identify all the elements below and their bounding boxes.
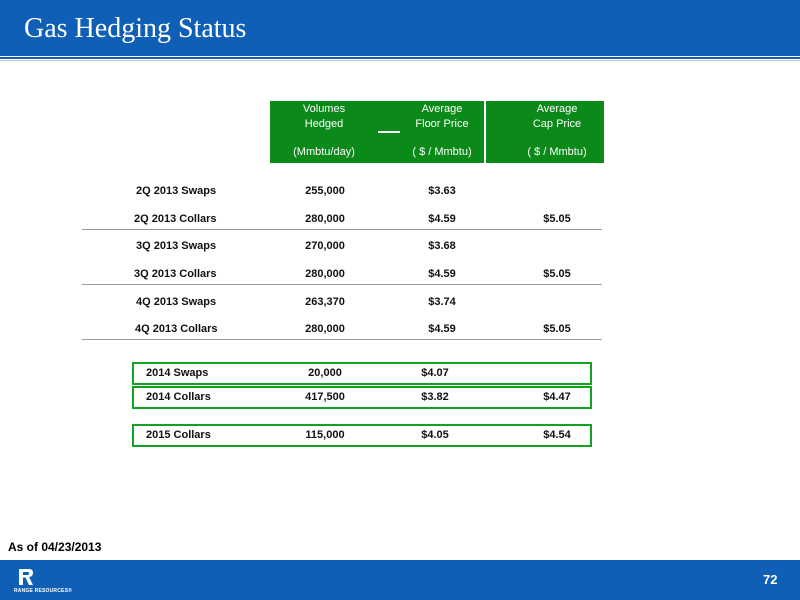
row-cap-price: $5.05 xyxy=(543,323,571,335)
row-volume: 255,000 xyxy=(305,185,345,197)
row-cap-price: $5.05 xyxy=(543,213,571,225)
row-volume: 115,000 xyxy=(305,429,345,441)
footer-bar xyxy=(0,560,800,600)
row-cap-price: $5.05 xyxy=(543,268,571,280)
row-volume: 270,000 xyxy=(305,240,345,252)
column-header-cap-line2: Cap Price xyxy=(532,118,582,130)
title-rule xyxy=(0,57,800,59)
column-header-cap-unit: ( $ / Mmbtu) xyxy=(527,146,587,158)
range-resources-logo-icon xyxy=(18,568,34,586)
row-label: 2014 Swaps xyxy=(146,367,209,379)
row-floor-price: $4.59 xyxy=(428,323,456,335)
column-header-floor-line1: Average xyxy=(421,103,463,115)
row-volume: 20,000 xyxy=(308,367,342,379)
column-header-floor-unit: ( $ / Mmbtu) xyxy=(412,146,472,158)
row-volume: 280,000 xyxy=(305,213,345,225)
row-floor-price: $3.63 xyxy=(428,185,456,197)
row-group-separator xyxy=(82,229,602,230)
row-label: 2Q 2013 Collars xyxy=(134,213,217,225)
row-label: 4Q 2013 Collars xyxy=(135,323,218,335)
row-group-separator xyxy=(82,339,602,340)
column-header-cap-line1: Average xyxy=(536,103,578,115)
column-header-floor-line2: Floor Price xyxy=(415,118,469,130)
column-header-volumes-unit: (Mmbtu/day) xyxy=(293,146,355,158)
row-floor-price: $4.59 xyxy=(428,268,456,280)
row-label: 2Q 2013 Swaps xyxy=(136,185,217,197)
title-rule-thin xyxy=(0,60,800,61)
row-label: 3Q 2013 Swaps xyxy=(136,240,217,252)
row-cap-price: $4.54 xyxy=(543,429,571,441)
row-label: 2014 Collars xyxy=(146,391,211,403)
row-volume: 417,500 xyxy=(305,391,345,403)
row-floor-price: $4.59 xyxy=(428,213,456,225)
row-volume: 280,000 xyxy=(305,323,345,335)
header-divider xyxy=(484,101,486,163)
row-floor-price: $3.82 xyxy=(421,391,449,403)
row-floor-price: $4.07 xyxy=(421,367,449,379)
row-floor-price: $3.74 xyxy=(428,296,456,308)
row-floor-price: $4.05 xyxy=(421,429,449,441)
row-group-separator xyxy=(82,284,602,285)
column-header-volumes-line1: Volumes xyxy=(302,103,346,115)
column-header-volumes-line2: Hedged xyxy=(304,118,344,130)
row-volume: 280,000 xyxy=(305,268,345,280)
row-label: 3Q 2013 Collars xyxy=(134,268,217,280)
row-cap-price: $4.47 xyxy=(543,391,571,403)
row-label: 2015 Collars xyxy=(146,429,211,441)
as-of-date: As of 04/23/2013 xyxy=(8,540,102,554)
page-number: 72 xyxy=(763,572,778,587)
header-divider xyxy=(378,131,400,133)
page-title: Gas Hedging Status xyxy=(24,13,247,44)
row-label: 4Q 2013 Swaps xyxy=(136,296,217,308)
row-floor-price: $3.68 xyxy=(428,240,456,252)
logo-text: RANGE RESOURCES® xyxy=(14,588,73,594)
row-volume: 263,370 xyxy=(305,296,345,308)
